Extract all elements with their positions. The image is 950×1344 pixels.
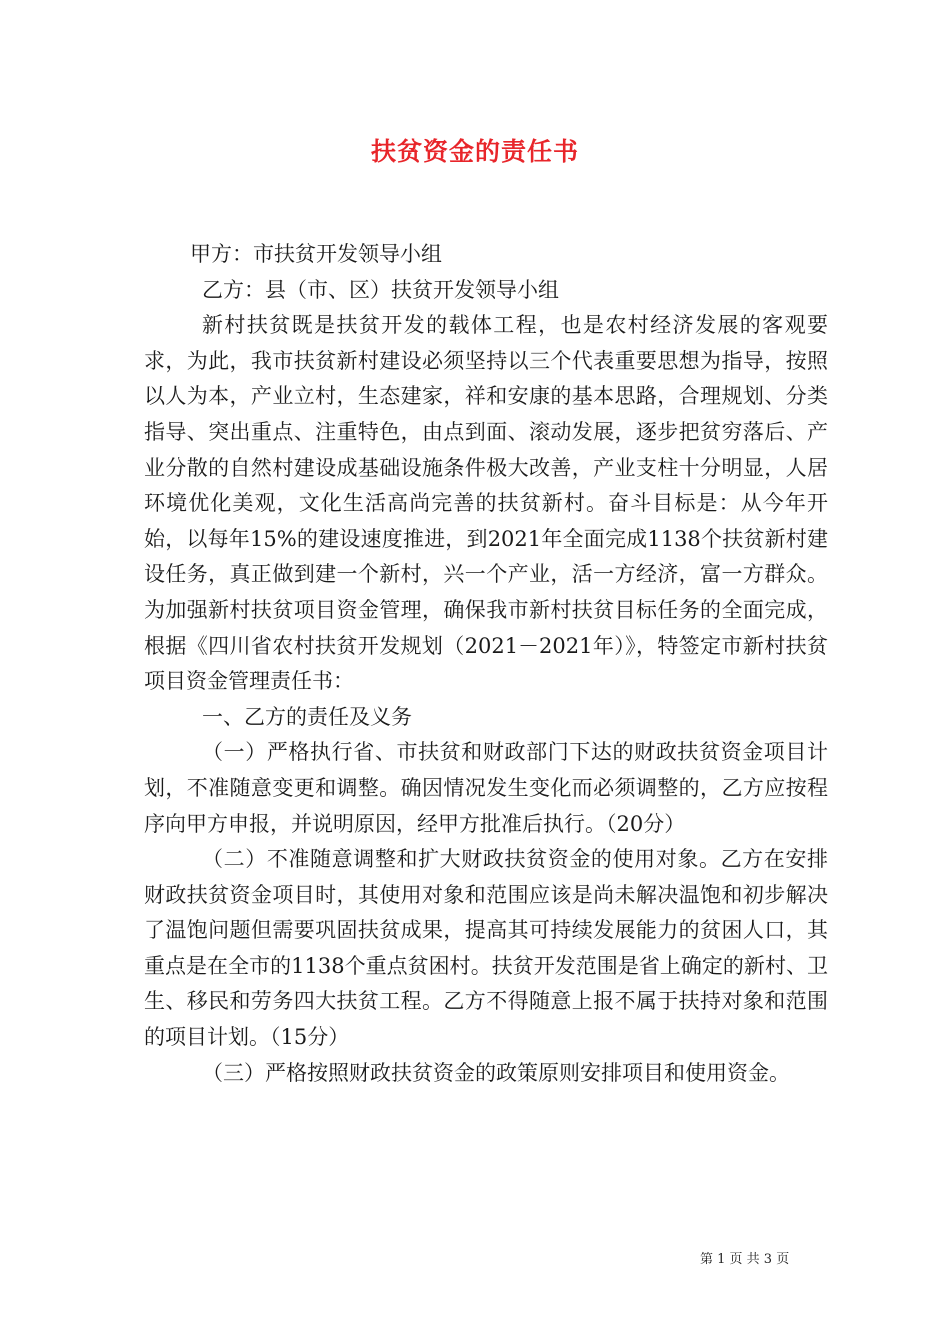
page-number: 第 1 页 共 3 页 (700, 1252, 790, 1267)
item-paragraph-3: （三）严格按照财政扶贫资金的政策原则安排项目和使用资金。 (202, 1060, 790, 1085)
document-title: 扶贫资金的责任书 (370, 137, 579, 166)
item-paragraph-2: （二）不准随意调整和扩大财政扶贫资金的使用对象。乙方在安排财政扶贫资金项目时，其使用对象和范围应该是尚未解决温饱和初步解决了温饱问题但需要巩固扶贫成果，提高其可持续发展能力的贫困人口，其重点是在全市的1138个重点贫困村。扶贫开发范围是省上确定的新村、卫生、移民和劳务四大扶贫工程。乙方不得随意上报不属于扶持对象和范围的项目计划。（15分） (144, 847, 828, 1050)
item-paragraph-1: （一）严格执行省、市扶贫和财政部门下达的财政扶贫资金项目计划，不准随意变更和调整。确因情况发生变化而必须调整的，乙方应按程序向甲方申报，并说明原因，经甲方批准后执行。（20分） (144, 740, 828, 836)
intro-paragraph: 新村扶贫既是扶贫开发的载体工程，也是农村经济发展的客观要求，为此，我市扶贫新村建设必须坚持以三个代表重要思想为指导，按照以人为本，产业立村，生态建家，祥和安康的基本思路，合理规划、分类指导、突出重点、注重特色，由点到面、滚动发展，逐步把贫穷落后、产业分散的自然村建设成基础设施条件极大改善，产业支柱十分明显，人居环境优化美观，文化生活高尚完善的扶贫新村。奋斗目标是：从今年开始，以每年15%的建设速度推进，到2021年全面完成1138个扶贫新村建设任务，真正做到建一个新村，兴一个产业，活一方经济，富一方群众。为加强新村扶贫项目资金管理，确保我市新村扶贫目标任务的全面完成，根据《四川省农村扶贫开发规划（2021－2021年）》，特签定市新村扶贫项目资金管理责任书： (144, 313, 828, 694)
party-a: 甲方：市扶贫开发领导小组 (190, 242, 442, 266)
document-body (144, 237, 828, 1091)
section-heading: 一、乙方的责任及义务 (202, 704, 412, 729)
party-b: 乙方：县（市、区）扶贫开发领导小组 (202, 277, 559, 302)
